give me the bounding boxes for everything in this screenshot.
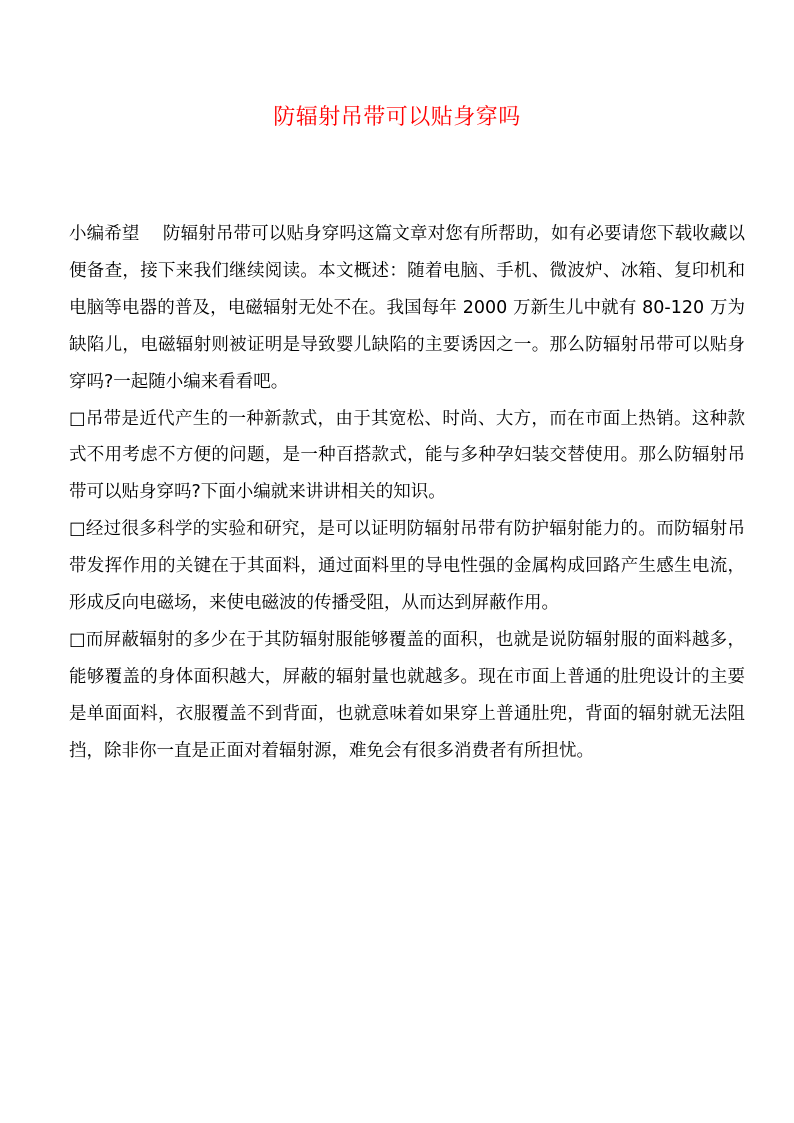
paragraph-3: □经过很多科学的实验和研究，是可以证明防辐射吊带有防护辐射能力的。而防辐射吊带发挥作用的关键在于其面料，通过面料里的导电性强的金属构成回路产生感生电流，形成反向电磁场，来使电磁波的传播受阻，从而达到屏蔽作用。 <box>69 519 745 614</box>
document-title: 防辐射吊带可以贴身穿吗 <box>273 105 521 130</box>
paragraph-4: □而屏蔽辐射的多少在于其防辐射服能够覆盖的面积，也就是说防辐射服的面料越多，能够覆盖的身体面积越大，屏蔽的辐射量也就越多。现在市面上普通的肚兜设计的主要是单面面料，衣服覆盖不到背面，也就意味着如果穿上普通肚兜，背面的辐射就无法阻挡，除非你一直是正面对着辐射源，难免会有很多消费者有所担忧。 <box>69 629 745 761</box>
document-body <box>69 216 745 770</box>
paragraph-2: □吊带是近代产生的一种新款式，由于其宽松、时尚、大方，而在市面上热销。这种款式不用考虑不方便的问题，是一种百搭款式，能与多种孕妇装交替使用。那么防辐射吊带可以贴身穿吗?下面小编就来讲讲相关的知识。 <box>69 408 745 503</box>
paragraph-intro: 小编希望 防辐射吊带可以贴身穿吗这篇文章对您有所帮助，如有必要请您下载收藏以便备查，接下来我们继续阅读。本文概述：随着电脑、手机、微波炉、冰箱、复印机和电脑等电器的普及，电磁辐射无处不在。我国每年 2000 万新生儿中就有 80-120 万为缺陷儿，电磁辐射则被证明是导致婴儿缺陷的主要诱因之一。那么防辐射吊带可以贴身穿吗?一起随小编来看看吧。 <box>69 224 745 392</box>
